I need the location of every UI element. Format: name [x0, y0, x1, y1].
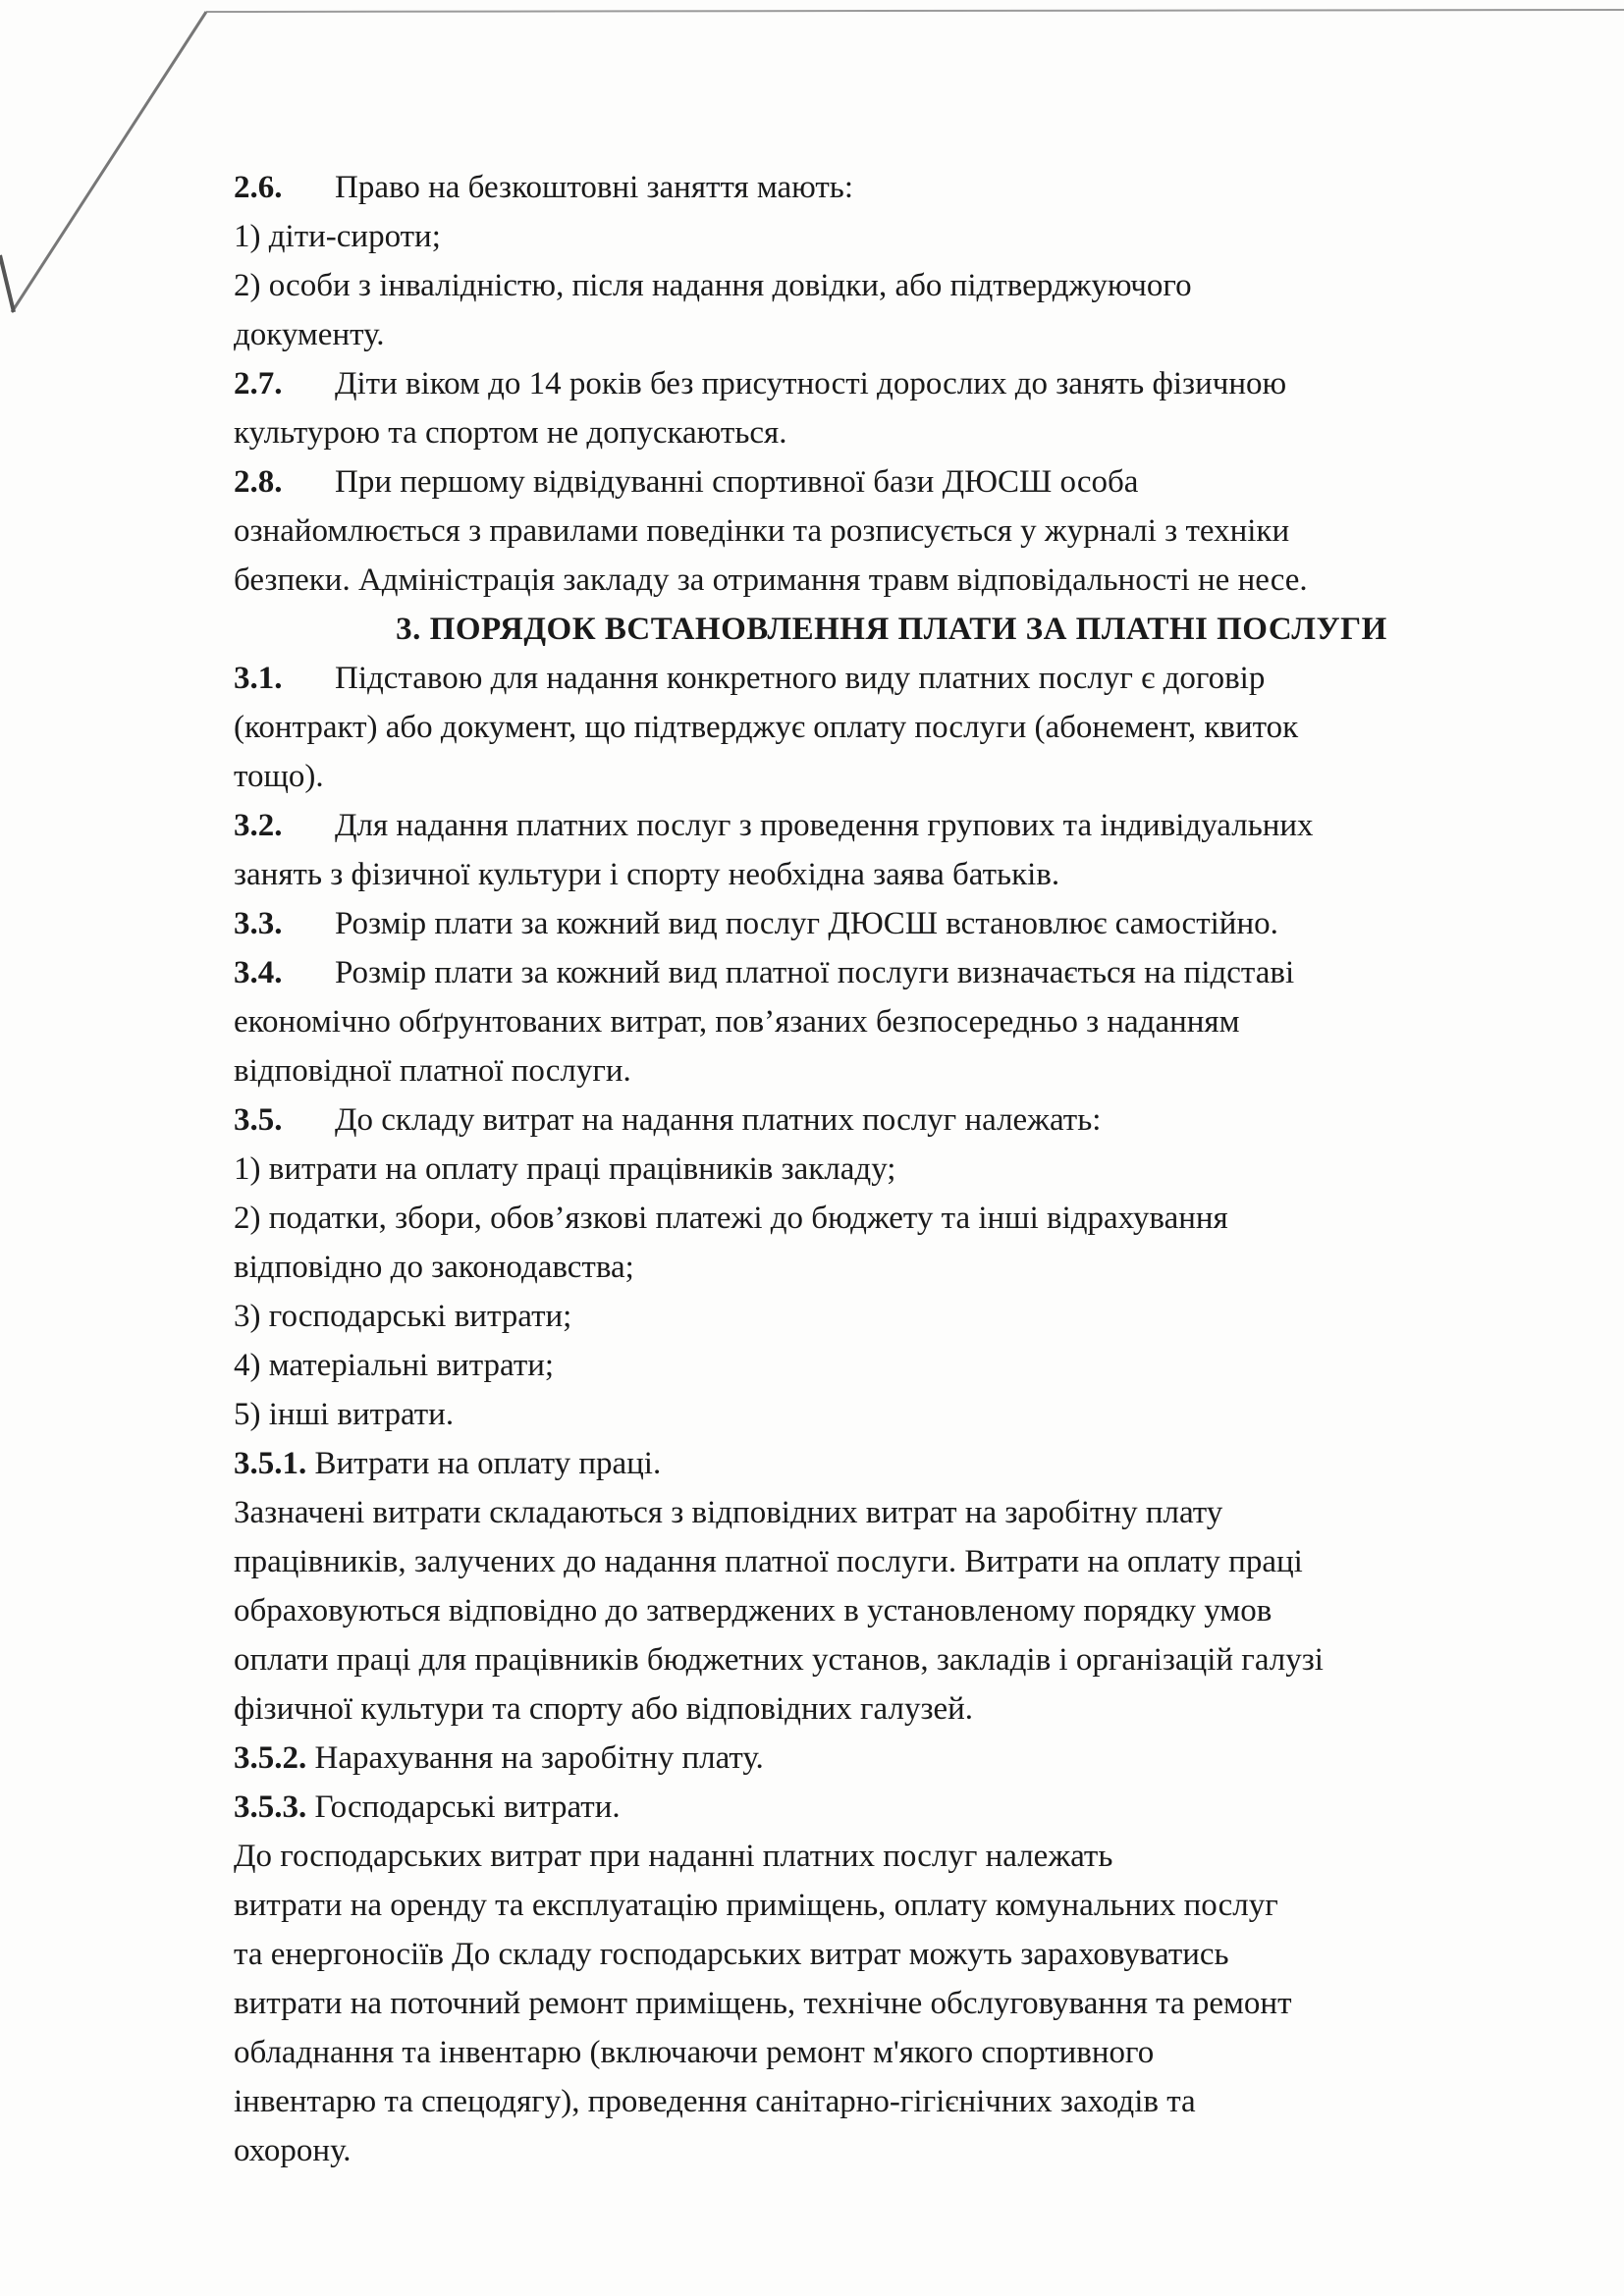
- paragraph-3-4: [234, 948, 1510, 997]
- text-line: обладнання та інвентарю (включаючи ремонт м'якого спортивного: [234, 2035, 1155, 2070]
- clause-number: 3.5.: [234, 1102, 283, 1138]
- clause-number: 3.5.2.: [234, 1740, 307, 1776]
- text-line: 2) особи з інвалідністю, після надання довідки, або підтверджуючого: [234, 268, 1192, 303]
- list-item: 1) витрати на оплату праці працівників закладу;: [234, 1151, 896, 1187]
- clause-text: Діти віком до 14 років без присутності дорослих до занять фізичною: [335, 366, 1287, 401]
- clause-text: Господарські витрати.: [314, 1789, 621, 1825]
- text-line: обраховуються відповідно до затверджених в установленому порядку умов: [234, 1593, 1272, 1629]
- section-heading: 3. ПОРЯДОК ВСТАНОВЛЕННЯ ПЛАТИ ЗА ПЛАТНІ ПОСЛУГИ: [396, 612, 1387, 647]
- paragraph-3-3: [234, 899, 1510, 948]
- clause-text: Розмір плати за кожний вид послуг ДЮСШ встановлює самостійно.: [335, 906, 1278, 941]
- clause-number: 3.2.: [234, 808, 283, 843]
- paragraph-3-5-3: [234, 1783, 1510, 1832]
- text-line: тощо).: [234, 759, 324, 794]
- clause-text: Нарахування на заробітну плату.: [314, 1740, 764, 1776]
- text-line: Зазначені витрати складаються з відповідних витрат на заробітну плату: [234, 1495, 1223, 1530]
- paragraph-3-5: [234, 1095, 1510, 1145]
- text-line: економічно обґрунтованих витрат, пов’язаних безпосередньо з наданням: [234, 1004, 1240, 1040]
- clause-number: 3.4.: [234, 955, 283, 990]
- text-line: До господарських витрат при наданні платних послуг належать: [234, 1839, 1113, 1874]
- clause-text: Підставою для надання конкретного виду платних послуг є договір: [335, 661, 1266, 696]
- clause-number: 3.5.1.: [234, 1446, 307, 1481]
- list-item: 1) діти-сироти;: [234, 219, 441, 254]
- paragraph-3-2: [234, 801, 1510, 850]
- clause-number: 3.3.: [234, 906, 283, 941]
- text-line: працівників, залучених до надання платної послуги. Витрати на оплату праці: [234, 1544, 1303, 1579]
- text-line: відповідно до законодавства;: [234, 1250, 634, 1285]
- clause-number: 3.1.: [234, 661, 283, 696]
- text-line: інвентарю та спецодягу), проведення санітарно-гігієнічних заходів та: [234, 2084, 1196, 2119]
- clause-number: 2.8.: [234, 464, 283, 500]
- clause-number: 2.7.: [234, 366, 283, 401]
- list-item: 2) податки, збори, обов’язкові платежі до бюджету та інші відрахування: [234, 1201, 1228, 1236]
- paragraph-2-7: [234, 359, 1510, 408]
- paragraph-3-5-1: [234, 1439, 1510, 1488]
- paragraph-2-8: [234, 457, 1510, 507]
- paragraph-3-1: [234, 654, 1510, 703]
- list-item: 3) господарські витрати;: [234, 1299, 572, 1334]
- paragraph-3-5-2: [234, 1734, 1510, 1783]
- clause-text: До складу витрат на надання платних послуг належать:: [335, 1102, 1102, 1138]
- clause-text: Витрати на оплату праці.: [314, 1446, 662, 1481]
- text-line: охорону.: [234, 2133, 352, 2168]
- list-item: [234, 261, 1510, 310]
- text-line: фізичної культури та спорту або відповідних галузей.: [234, 1691, 974, 1727]
- paragraph-2-6: [234, 163, 1510, 212]
- clause-text: При першому відвідуванні спортивної бази ДЮСШ особа: [335, 464, 1139, 500]
- clause-number: 2.6.: [234, 170, 283, 205]
- text-line: (контракт) або документ, що підтверджує оплату послуги (абонемент, квиток: [234, 710, 1299, 745]
- text-line: витрати на поточний ремонт приміщень, технічне обслуговування та ремонт: [234, 1986, 1292, 2021]
- text-line: занять з фізичної культури і спорту необхідна заява батьків.: [234, 857, 1060, 892]
- text-line: безпеки. Адміністрація закладу за отримання травм відповідальності не несе.: [234, 562, 1308, 598]
- clause-text: Для надання платних послуг з проведення групових та індивідуальних: [335, 808, 1314, 843]
- text-line: культурою та спортом не допускаються.: [234, 415, 787, 451]
- list-item: 5) інші витрати.: [234, 1397, 455, 1432]
- list-item: 4) матеріальні витрати;: [234, 1348, 555, 1383]
- clause-text: Право на безкоштовні заняття мають:: [335, 170, 854, 205]
- text-line: оплати праці для працівників бюджетних установ, закладів і організацій галузі: [234, 1642, 1324, 1678]
- text-line: відповідної платної послуги.: [234, 1053, 631, 1089]
- clause-number: 3.5.3.: [234, 1789, 307, 1825]
- clause-text: Розмір плати за кожний вид платної послуги визначається на підставі: [335, 955, 1295, 990]
- text-line: документу.: [234, 317, 385, 352]
- document-body: [234, 163, 1510, 2175]
- text-line: ознайомлюється з правилами поведінки та розписується у журналі з техніки: [234, 513, 1290, 549]
- text-line: витрати на оренду та експлуатацію приміщень, оплату комунальних послуг: [234, 1888, 1278, 1923]
- text-line: та енергоносіїв До складу господарських витрат можуть зараховуватись: [234, 1937, 1229, 1972]
